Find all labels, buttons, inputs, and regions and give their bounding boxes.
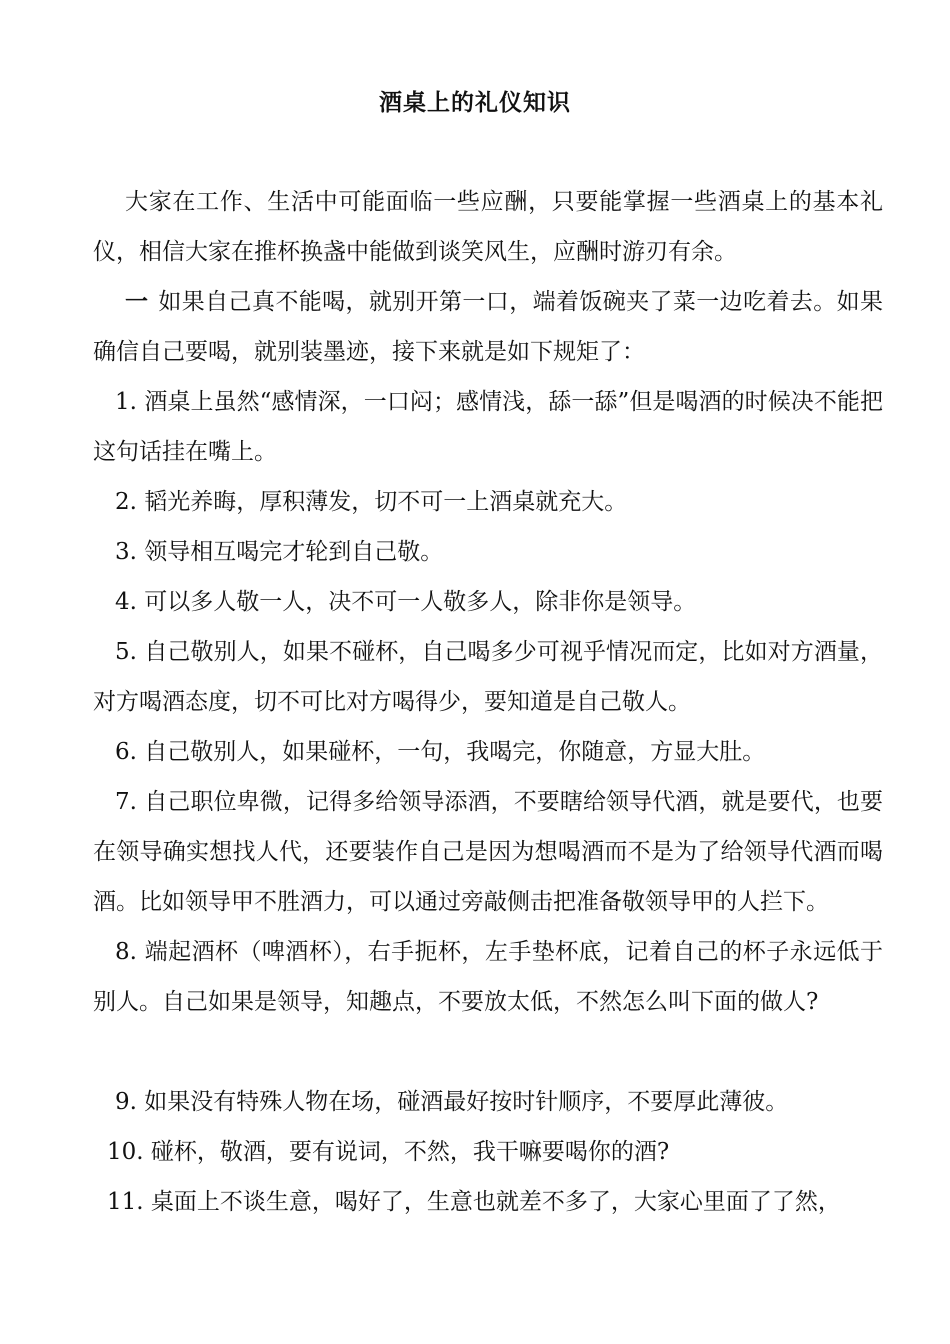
section-one-text: 如果自己真不能喝，就别开第一口，端着饭碗夹了菜一边吃着去。如果确信自己要喝，就别装墨迹，接下来就是如下规矩了： — [93, 289, 884, 365]
list-item: 1. 酒桌上虽然“感情深，一口闷；感情浅，舔一舔”但是喝酒的时候决不能把这句话挂在嘴上。 — [93, 389, 883, 465]
list-item: 5. 自己敬别人，如果不碰杯，自己喝多少可视乎情况而定，比如对方酒量，对方喝酒态度，切不可比对方喝得少，要知道是自己敬人。 — [93, 639, 883, 715]
list-item: 6. 自己敬别人，如果碰杯，一句，我喝完，你随意，方显大肚。 — [115, 739, 766, 765]
document-body — [93, 177, 883, 1227]
section-one-paragraph — [93, 277, 883, 377]
list-item: 7. 自己职位卑微，记得多给领导添酒，不要瞎给领导代酒，就是要代，也要在领导确实想找人代，还要装作自己是因为想喝酒而不是为了给领导代酒而喝酒。比如领导甲不胜酒力，可以通过旁敲侧击把准备敬领导甲的人拦下。 — [93, 789, 883, 915]
section-one-mark: 一 — [125, 288, 149, 315]
list-item: 4. 可以多人敬一人，决不可一人敬多人，除非你是领导。 — [115, 589, 697, 615]
list-item: 9. 如果没有特殊人物在场，碰酒最好按时针顺序，不要厚此薄彼。 — [115, 1089, 789, 1115]
intro-paragraph: 大家在工作、生活中可能面临一些应酬，只要能掌握一些酒桌上的基本礼仪，相信大家在推杯换盏中能做到谈笑风生，应酬时游刃有余。 — [93, 189, 883, 265]
list-item: 10. 碰杯，敬酒，要有说词，不然，我干嘛要喝你的酒? — [107, 1139, 670, 1165]
list-item: 11. 桌面上不谈生意，喝好了，生意也就差不多了，大家心里面了了然， — [107, 1189, 841, 1215]
list-item: 8. 端起酒杯（啤酒杯），右手扼杯，左手垫杯底，记着自己的杯子永远低于别人。自己如果是领导，知趣点，不要放太低，不然怎么叫下面的做人? — [93, 939, 883, 1015]
list-item: 2. 韬光养晦，厚积薄发，切不可一上酒桌就充大。 — [115, 489, 628, 515]
paragraph-gap — [93, 1027, 883, 1077]
list-item: 3. 领导相互喝完才轮到自己敬。 — [115, 539, 444, 565]
page-title: 酒桌上的礼仪知识 — [379, 89, 571, 116]
